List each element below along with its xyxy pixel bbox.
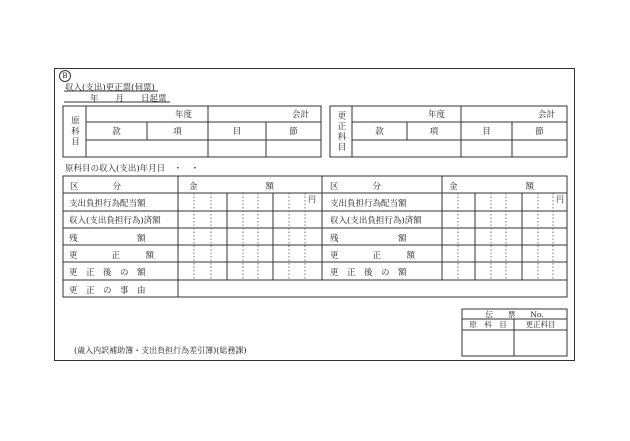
right-kingaku-header: 金 額	[449, 182, 535, 192]
right-row-label-after-correction: 更 正 後 の 額	[330, 268, 407, 278]
form-badge: B	[59, 70, 71, 82]
right-row-label-balance: 残 額	[330, 234, 407, 244]
left-moku-label: 目	[232, 127, 242, 137]
denpyo-original-subject-label: 原 科 目	[469, 320, 507, 329]
right-kaikei-label: 会計	[537, 110, 555, 120]
form-title: 収入(支出)更正票(伺票)	[65, 83, 155, 93]
left-kou-label: 項	[173, 127, 182, 137]
right-setsu-label: 節	[535, 127, 544, 137]
corrected-subject-side-label: 更正科目	[336, 110, 346, 153]
right-nendo-label: 年度	[427, 110, 445, 120]
left-row-label-after-correction: 更 正 後 の 額	[69, 268, 146, 278]
left-row-label-settled: 収入(支出負担行為)済額	[69, 216, 161, 226]
left-kan-label: 款	[112, 127, 121, 137]
left-kubun-header: 区 分	[70, 182, 122, 192]
footer-note: (歳入内訳補助簿・支出負担行為差引簿)(総務課)	[74, 346, 247, 355]
denpyo-no-title: 伝 票 No.	[485, 309, 544, 319]
right-moku-label: 目	[482, 127, 491, 137]
original-subject-date-line: 原科目の収入(支出)年月日 ・ ・	[65, 164, 200, 174]
left-kaikei-label: 会計	[291, 110, 309, 120]
right-kubun-header: 区 分	[330, 182, 382, 192]
left-row-label-allotment: 支出負担行為配当額	[69, 199, 146, 209]
right-row-label-correction: 更 正 額	[330, 251, 416, 261]
left-yen-mark: 円	[308, 195, 316, 204]
issue-date-line: 年 月 日起票	[90, 94, 167, 104]
right-row-label-allotment: 支出負担行為配当額	[330, 199, 407, 209]
original-subject-side-label: 原科目	[69, 115, 80, 148]
left-setsu-label: 節	[289, 127, 298, 137]
left-row-label-balance: 残 額	[69, 234, 146, 244]
right-kan-label: 款	[375, 127, 384, 137]
right-kou-label: 項	[429, 127, 439, 137]
right-yen-mark: 円	[556, 195, 564, 204]
denpyo-corrected-subject-label: 更正科目	[525, 320, 556, 329]
left-row-label-correction: 更 正 額	[69, 251, 155, 261]
reason-row-label: 更 正 の 事 由	[69, 286, 146, 296]
left-nendo-label: 年度	[174, 110, 192, 120]
left-kingaku-header: 金 額	[189, 182, 275, 192]
right-row-label-settled: 収入(支出負担行為)済額	[330, 216, 422, 226]
